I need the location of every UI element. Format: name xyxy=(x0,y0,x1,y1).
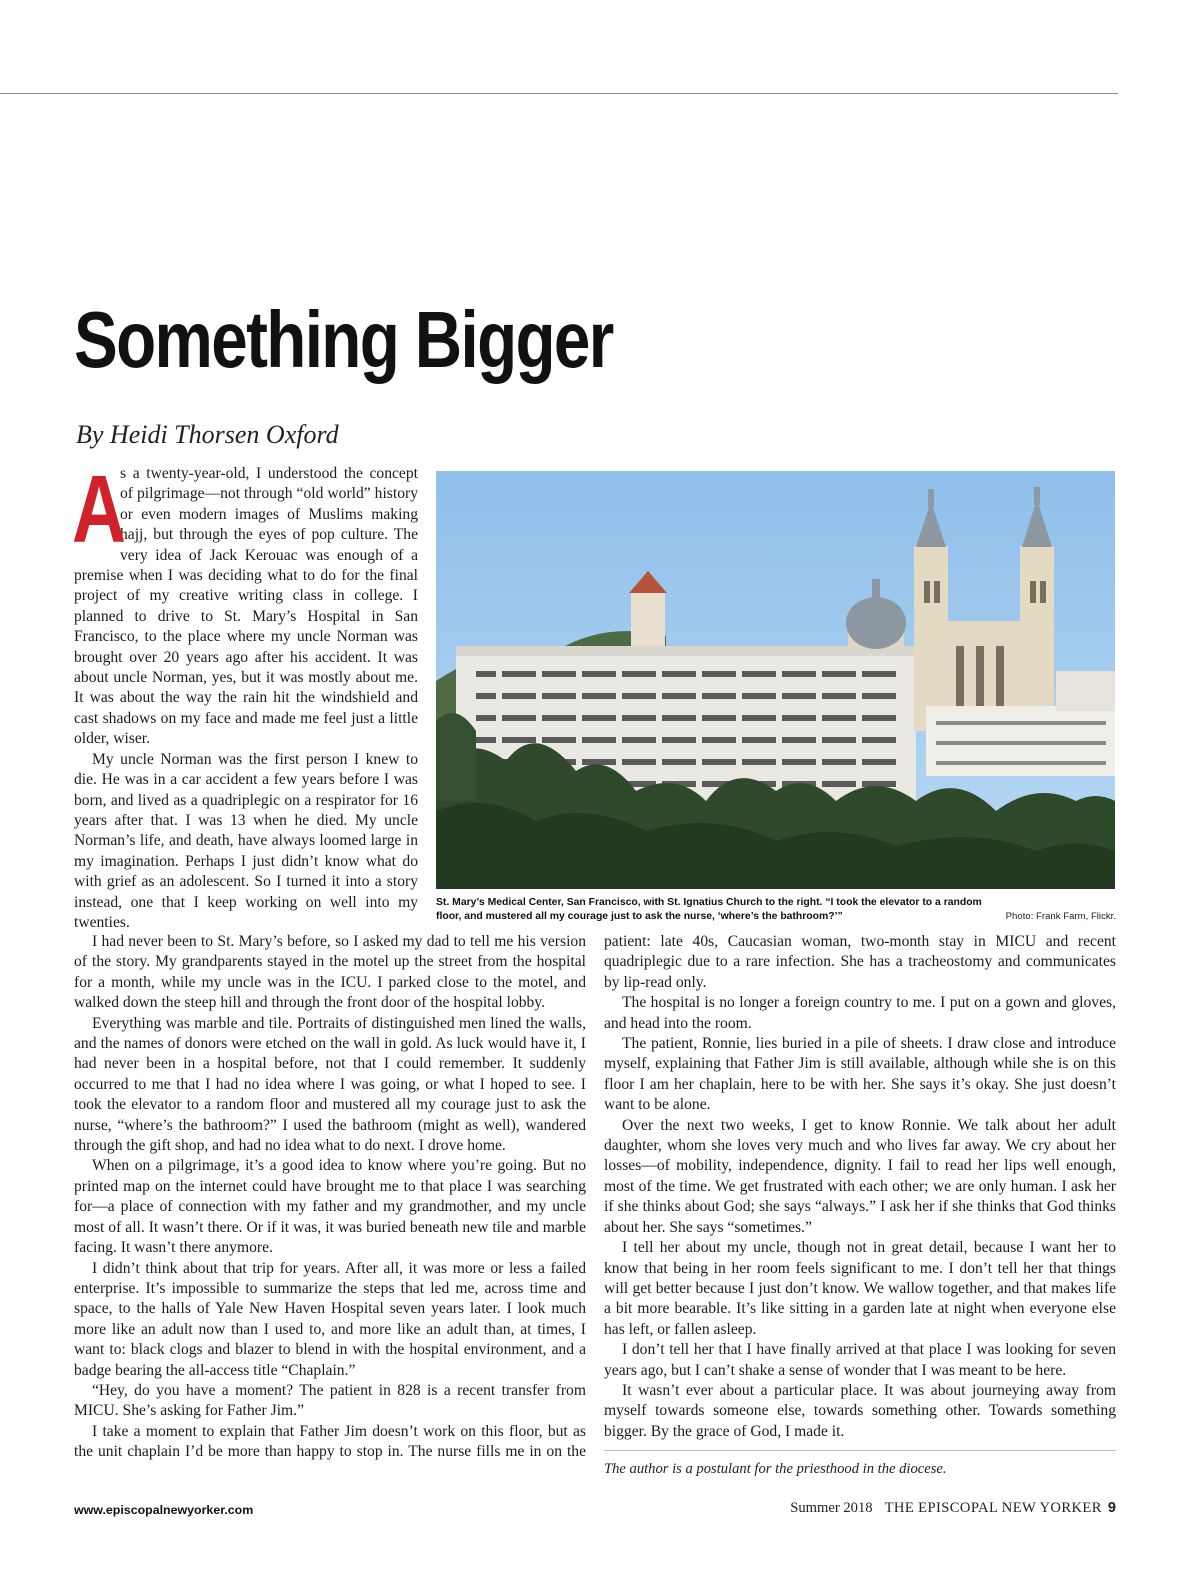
author-note: The author is a postulant for the priesthood in the diocese. xyxy=(604,1461,947,1477)
text-column-right xyxy=(604,932,1116,1442)
paragraph-9: The hospital is no longer a foreign country to me. I put on a gown and gloves, and head into the room. xyxy=(604,994,1116,1032)
paragraph-13: I don’t tell her that I have finally arrived at that place I was looking for seven years ago, but I can’t shake a sense of wonder that I was meant to be here. xyxy=(604,1341,1116,1379)
paragraph-14: It wasn’t ever about a particular place. It was about journeying away from myself towards someone else, towards something other. Towards something bigger. By the grace of God, I made it. xyxy=(604,1381,1116,1440)
hospital-photo-illustration xyxy=(436,471,1115,889)
photo-caption-block xyxy=(436,896,1116,924)
footer-issue: Summer 2018 xyxy=(790,1500,873,1516)
article-title: Something Bigger xyxy=(74,295,613,384)
hospital-photo xyxy=(436,471,1115,889)
article-byline: By Heidi Thorsen Oxford xyxy=(76,420,339,449)
photo-caption: St. Mary’s Medical Center, San Francisco, with St. Ignatius Church to the right. “I took the elevator to a random floor, and mustered all my courage just to ask the nurse, ‘where’s the bathroom?’” xyxy=(436,897,982,922)
photo-credit: Photo: Frank Farm, Flickr. xyxy=(1005,911,1116,922)
top-divider xyxy=(0,93,1118,94)
paragraph-2: My uncle Norman was the first person I knew to die. He was in a car accident a few years before I was born, and lived as a quadriplegic on a respirator for 16 years after that. I was 13 when he died. My uncle Norman’s life, and death, have always loomed large in my imagination. Perhaps I just didn’t know what do with grief as an adolescent. So I turned it into a story instead, one that I keep working on well into my twenties. xyxy=(74,750,418,931)
author-note-divider xyxy=(604,1450,1116,1451)
paragraph-5: When on a pilgrimage, it’s a good idea to know where you’re going. But no printed map on the internet could have brought me to that place I was searching for—a place of connection with my father and my grandmother, and my uncle most of all. It wasn’t there. Or if it was, it was buried beneath new tile and marble facing. It wasn’t there anymore. xyxy=(74,1157,586,1257)
text-column-left-bottom xyxy=(74,932,586,1463)
paragraph-8-continued: patient: late 40s, Caucasian woman, two-month stay in MICU and recent quadriplegic due to a rare infection. She has a tracheostomy and communicates by lip-read only. xyxy=(604,933,1116,991)
paragraph-8: I take a moment to explain that Father Jim doesn’t work on this floor, but as the unit chaplain I’d be more than happy to stop in. The nurse fills me in on the xyxy=(74,1422,586,1461)
footer-publication-info xyxy=(790,1500,1116,1517)
paragraph-1-text: s a twenty-year-old, I understood the concept of pilgrimage—not through “old world” history or even modern images of Muslims making hajj, but through the eyes of pop culture. The very idea of Jack Kerouac was enough of a premise when I was deciding what to do for the final project of my creative writing class in college. I planned to drive to St. Mary’s Hospital in San Francisco, to the place where my uncle Norman was brought over 20 years ago after his accident. It was about uncle Norman, yes, but it was mostly about me. It was about the way the rain hit the windshield and cast shadows on my face and made me feel just a little older, wiser. xyxy=(74,465,418,748)
footer-publication: THE EPISCOPAL NEW YORKER xyxy=(884,1500,1102,1516)
paragraph-10: The patient, Ronnie, lies buried in a pile of sheets. I draw close and introduce myself, explaining that Father Jim is still available, although while she is on this floor I am her chaplain, here to be with her. She says it’s okay. She just doesn’t want to be alone. xyxy=(604,1035,1116,1114)
text-column-left-top xyxy=(72,456,418,933)
paragraph-11: Over the next two weeks, I get to know Ronnie. We talk about her adult daughter, whom she loves very much and who lives far away. We cry about her losses—of mobility, independence, dignity. I fail to read her lips well enough, most of the time. We get frustrated with each other; we are only human. I ask her if she thinks about God; she says “always.” I ask her if she thinks that God thinks about her. She says “sometimes.” xyxy=(604,1116,1116,1236)
footer-website-link[interactable]: www.episcopalnewyorker.com xyxy=(74,1503,254,1517)
footer-page-number: 9 xyxy=(1107,1500,1116,1516)
paragraph-7: “Hey, do you have a moment? The patient in 828 is a recent transfer from MICU. She’s asking for Father Jim.” xyxy=(74,1381,586,1420)
drop-cap: A xyxy=(72,456,127,563)
paragraph-6: I didn’t think about that trip for years. After all, it was more or less a failed enterprise. It’s impossible to summarize the steps that led me, across time and space, to the halls of Yale New Haven Hospital seven years later. I look much more like an adult now than I used to, and more like an adult than, at times, I want to: black clogs and blazer to blend in with the hospital environment, and a badge bearing the all-access title “Chaplain.” xyxy=(74,1259,586,1379)
paragraph-12: I tell her about my uncle, though not in great detail, because I want her to know that being in her room feels significant to me. I don’t tell her that things will get better because I just don’t know. We wallow together, and that makes life a bit more bearable. It’s like sitting in a garden late at night when everyone else has left, or fallen asleep. xyxy=(604,1239,1116,1338)
paragraph-1 xyxy=(72,456,418,750)
paragraph-3: I had never been to St. Mary’s before, so I asked my dad to tell me his version of the story. My grandparents stayed in the motel up the street from the hospital for a month, while my uncle was in the ICU. I parked close to the motel, and walked down the steep hill and through the front door of the hospital lobby. xyxy=(74,933,586,1012)
paragraph-4: Everything was marble and tile. Portraits of distinguished men lined the walls, and the names of donors were etched on the wall in gold. As luck would have it, I had never been in a hospital before, not that I could remember. It suddenly occurred to me that I had no idea where I was going, or what I hoped to see. I took the elevator to a random floor and mustered all my courage just to ask the nurse, “where’s the bathroom?” I used the bathroom (might as well), wandered through the gift shop, and had no idea what to do next. I drove home. xyxy=(74,1014,586,1155)
